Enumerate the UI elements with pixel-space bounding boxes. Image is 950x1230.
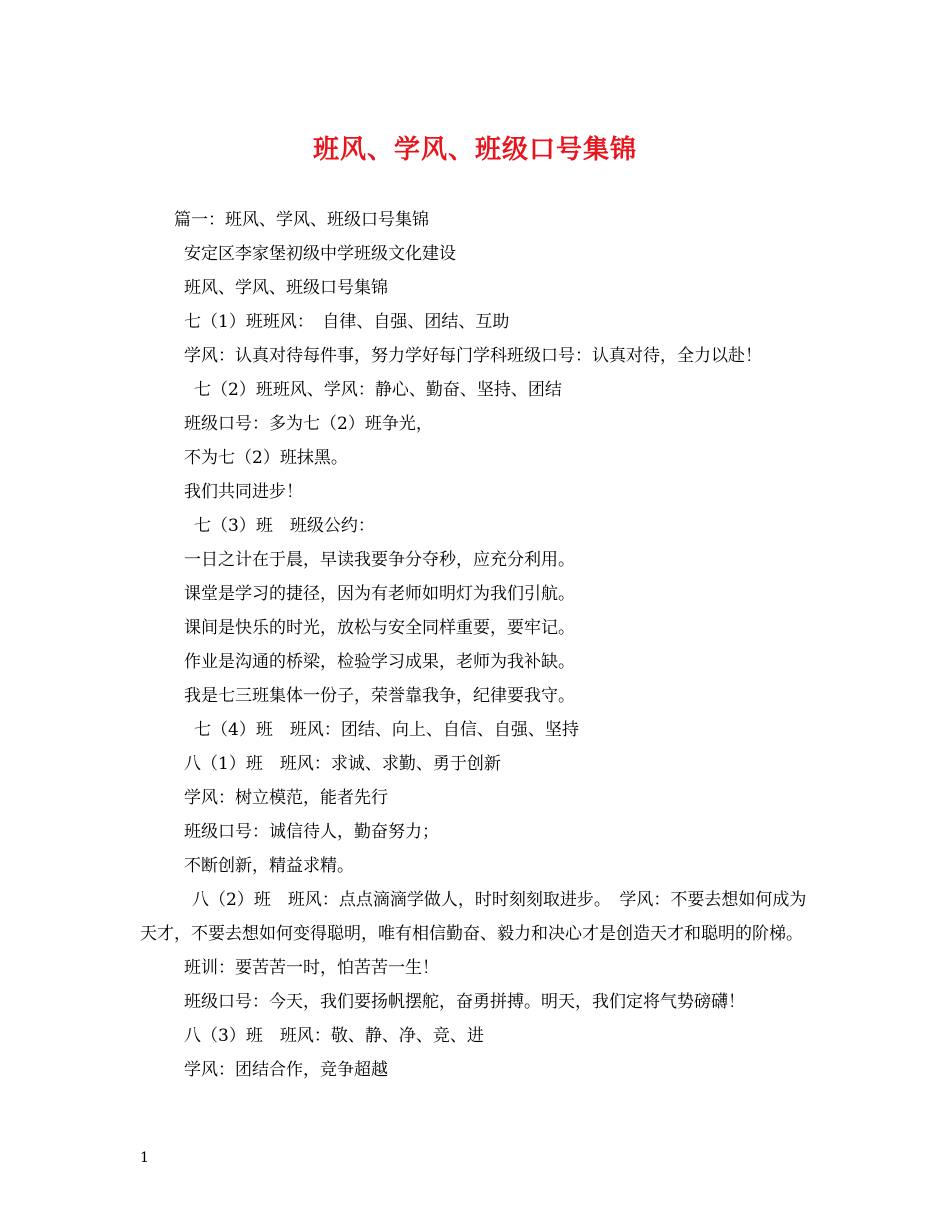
paragraph-line: 我们共同进步！	[184, 482, 303, 502]
paragraph-line: 班级口号：多为七（2）班争光，	[184, 414, 433, 434]
paragraph-line: 班训：要苦苦一时，怕苦苦一生！	[184, 958, 439, 978]
paragraph-line: 一日之计在于晨，早读我要争分夺秒，应充分利用。	[184, 550, 575, 570]
paragraph-line: 班风、学风、班级口号集锦	[184, 278, 388, 298]
paragraph-line: 安定区李家堡初级中学班级文化建设	[184, 244, 456, 264]
paragraph-line: 七（2）班班风、学风：静心、勤奋、坚持、团结	[194, 380, 562, 400]
document-body	[140, 203, 815, 1087]
paragraph-line: 班级口号：诚信待人，勤奋努力；	[184, 822, 439, 842]
paragraph-line: 八（1）班 班风：求诚、求勤、勇于创新	[184, 754, 501, 774]
paragraph-line: 七（3）班 班级公约：	[194, 516, 375, 536]
page-number: 1	[140, 1150, 149, 1166]
paragraph-line: 班级口号：今天，我们要扬帆摆舵，奋勇拼搏。明天，我们定将气势磅礴！	[184, 992, 745, 1012]
paragraph-line: 七（4）班 班风：团结、向上、自信、自强、坚持	[194, 720, 579, 740]
paragraph-line: 七（1）班班风： 自律、自强、团结、互助	[184, 312, 510, 332]
paragraph-line: 不断创新，精益求精。	[184, 856, 354, 876]
paragraph-line: 学风：认真对待每件事，努力学好每门学科班级口号：认真对待，全力以赴！	[184, 346, 762, 366]
paragraph-line: 学风：团结合作，竞争超越	[184, 1060, 388, 1080]
paragraph-line: 课间是快乐的时光，放松与安全同样重要，要牢记。	[184, 618, 575, 638]
paragraph-line: 篇一：班风、学风、班级口号集锦	[174, 210, 429, 230]
paragraph-line: 作业是沟通的桥梁，检验学习成果，老师为我补缺。	[184, 652, 575, 672]
paragraph-line: 学风：树立模范，能者先行	[184, 788, 388, 808]
paragraph-line: 不为七（2）班抹黑。	[184, 448, 348, 468]
document-title: 班风、学风、班级口号集锦	[312, 135, 637, 165]
paragraph-line: 八（3）班 班风：敬、静、净、竞、进	[184, 1026, 484, 1046]
paragraph-line: 课堂是学习的捷径，因为有老师如明灯为我们引航。	[184, 584, 575, 604]
paragraph-line: 我是七三班集体一份子，荣誉靠我争，纪律要我守。	[184, 686, 575, 706]
paragraph-line: 八（2）班 班风：点点滴滴学做人，时时刻刻取进步。 学风：不要去想如何成为天才，不要去想如何变得聪明，唯有相信勤奋、毅力和决心才是创造天才和聪明的阶梯。	[140, 890, 807, 944]
